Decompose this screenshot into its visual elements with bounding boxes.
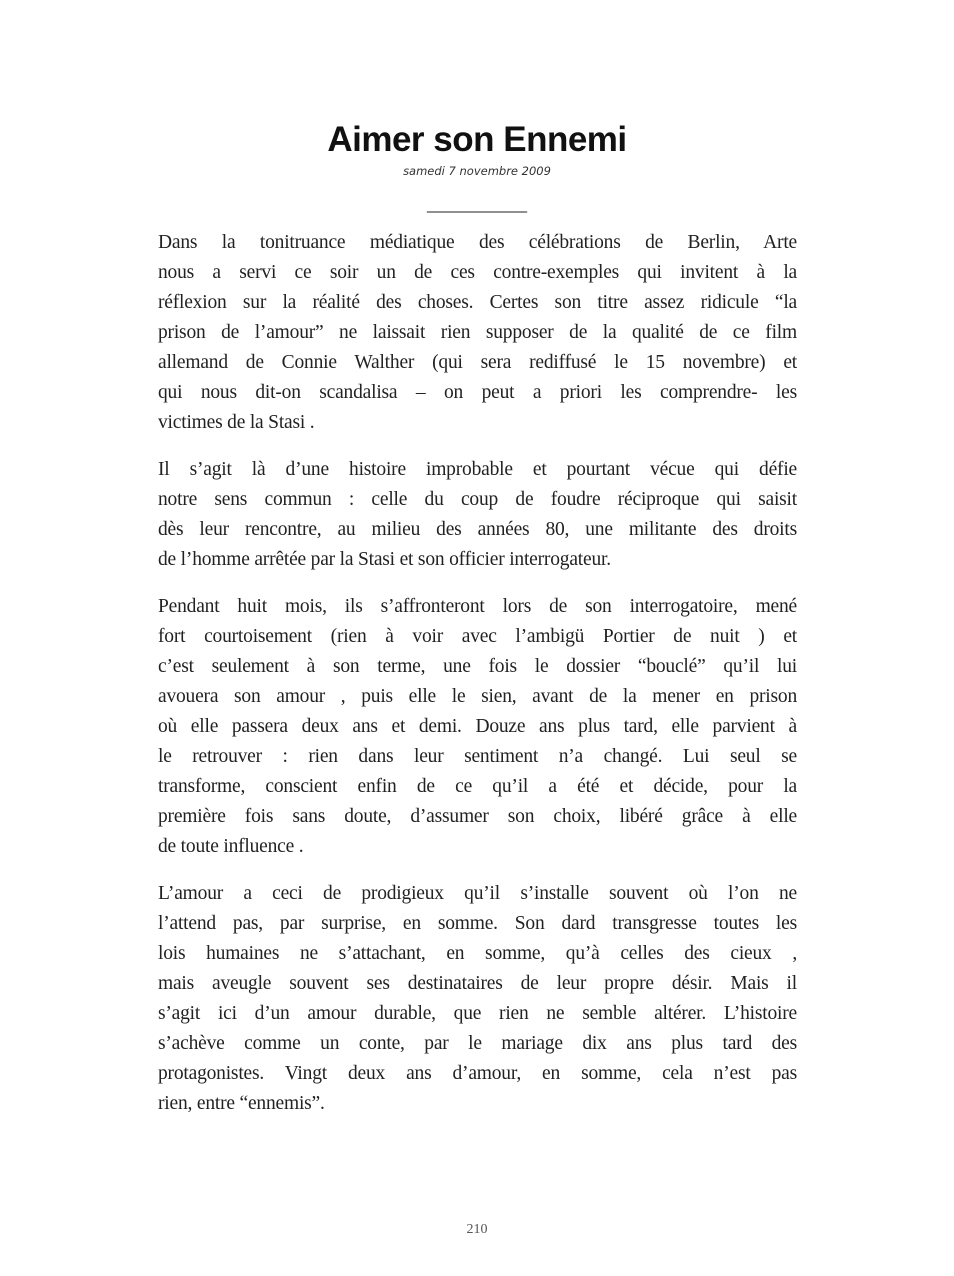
- text-line: où elle passera deux ans et demi. Douze ans plus tard, elle parvient à: [158, 716, 797, 737]
- article-body: [158, 228, 797, 1136]
- text-line: première fois sans doute, d’assumer son choix, libéré grâce à elle: [158, 806, 797, 827]
- paragraph: [158, 592, 797, 862]
- text-line: allemand de Connie Walther (qui sera rediffusé le 15 novembre) et: [158, 352, 797, 373]
- text-line: mais aveugle souvent ses destinataires de leur propre désir. Mais il: [158, 973, 797, 994]
- separator-rule: __________: [427, 193, 527, 215]
- text-line: L’amour a ceci de prodigieux qu’il s’installe souvent où l’on ne: [158, 883, 797, 904]
- text-line: de l’homme arrêtée par la Stasi et son officier interrogateur.: [158, 549, 611, 570]
- paragraph: [158, 879, 797, 1119]
- page-number: 210: [466, 1222, 488, 1237]
- paragraph: [158, 455, 797, 575]
- text-line: dès leur rencontre, au milieu des années 80, une militante des droits: [158, 519, 797, 540]
- text-line: notre sens commun : celle du coup de foudre réciproque qui saisit: [158, 489, 797, 510]
- text-line: qui nous dit-on scandalisa – on peut a priori les comprendre- les: [158, 382, 797, 403]
- text-line: l’attend pas, par surprise, en somme. Son dard transgresse toutes les: [158, 913, 797, 934]
- article-date: samedi 7 novembre 2009: [403, 164, 551, 178]
- text-line: protagonistes. Vingt deux ans d’amour, en somme, cela n’est pas: [158, 1063, 797, 1084]
- text-line: Pendant huit mois, ils s’affronteront lors de son interrogatoire, mené: [158, 596, 797, 617]
- text-line: rien, entre “ennemis”.: [158, 1093, 325, 1114]
- text-line: lois humaines ne s’attachant, en somme, qu’à celles des cieux ,: [158, 943, 797, 964]
- text-line: nous a servi ce soir un de ces contre-exemples qui invitent à la: [158, 262, 797, 283]
- text-line: Dans la tonitruance médiatique des célébrations de Berlin, Arte: [158, 232, 797, 253]
- article-title: Aimer son Ennemi: [327, 120, 627, 159]
- paragraph: [158, 228, 797, 438]
- text-line: réflexion sur la réalité des choses. Certes son titre assez ridicule “la: [158, 292, 797, 313]
- text-line: victimes de la Stasi .: [158, 412, 315, 433]
- text-line: transforme, conscient enfin de ce qu’il a été et décide, pour la: [158, 776, 797, 797]
- text-line: Il s’agit là d’une histoire improbable et pourtant vécue qui défie: [158, 459, 797, 480]
- text-line: c’est seulement à son terme, une fois le dossier “bouclé” qu’il lui: [158, 656, 797, 677]
- text-line: de toute influence .: [158, 836, 304, 857]
- text-line: avouera son amour , puis elle le sien, avant de la mener en prison: [158, 686, 797, 707]
- text-line: fort courtoisement (rien à voir avec l’ambigü Portier de nuit ) et: [158, 626, 797, 647]
- text-line: prison de l’amour” ne laissait rien supposer de la qualité de ce film: [158, 322, 797, 343]
- text-line: s’achève comme un conte, par le mariage dix ans plus tard des: [158, 1033, 797, 1054]
- text-line: s’agit ici d’un amour durable, que rien ne semble altérer. L’histoire: [158, 1003, 797, 1024]
- text-line: le retrouver : rien dans leur sentiment n’a changé. Lui seul se: [158, 746, 797, 767]
